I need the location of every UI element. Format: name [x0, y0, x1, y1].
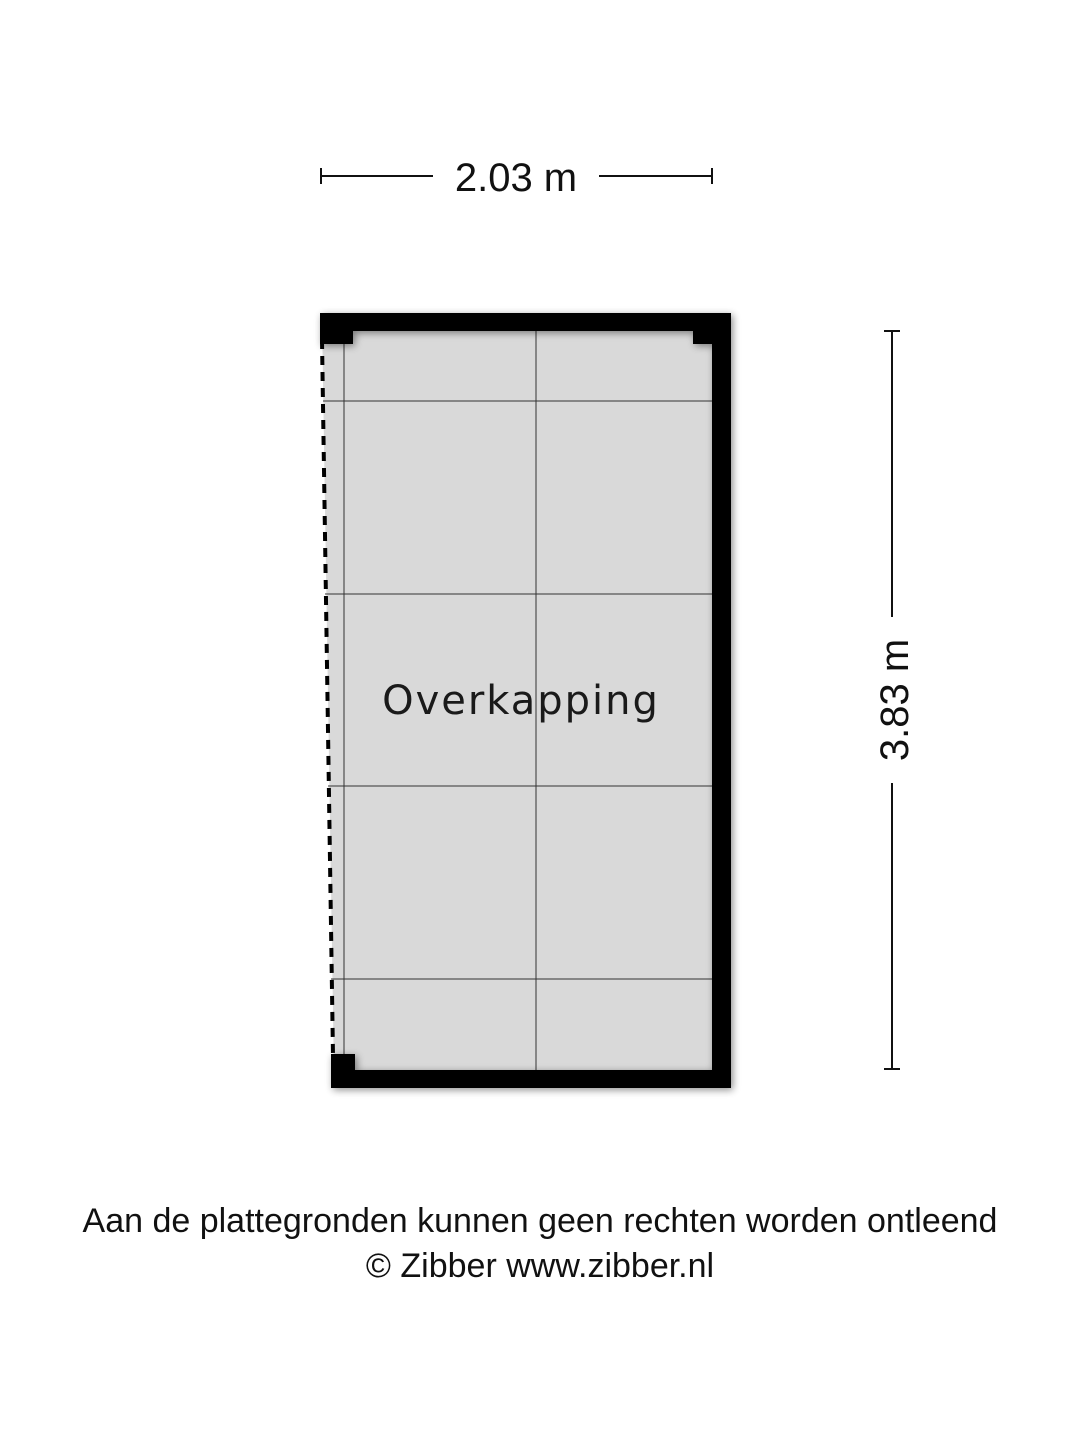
wall-bottom [331, 1070, 731, 1088]
height-dimension [873, 331, 917, 1069]
room-overkapping [320, 313, 731, 1088]
column-top-left [320, 313, 353, 344]
copyright-text: © Zibber www.zibber.nl [365, 1247, 715, 1285]
wall-top [320, 313, 731, 331]
column-top-right [693, 313, 731, 344]
width-dimension-label: 2.03 m [454, 156, 578, 200]
room-label: Overkapping [382, 678, 660, 724]
height-dimension-label: 3.83 m [873, 638, 917, 762]
width-dimension [321, 156, 712, 200]
wall-right [712, 313, 731, 1088]
column-bottom-left [331, 1054, 355, 1088]
disclaimer-text: Aan de plattegronden kunnen geen rechten worden ontleend [82, 1202, 998, 1240]
